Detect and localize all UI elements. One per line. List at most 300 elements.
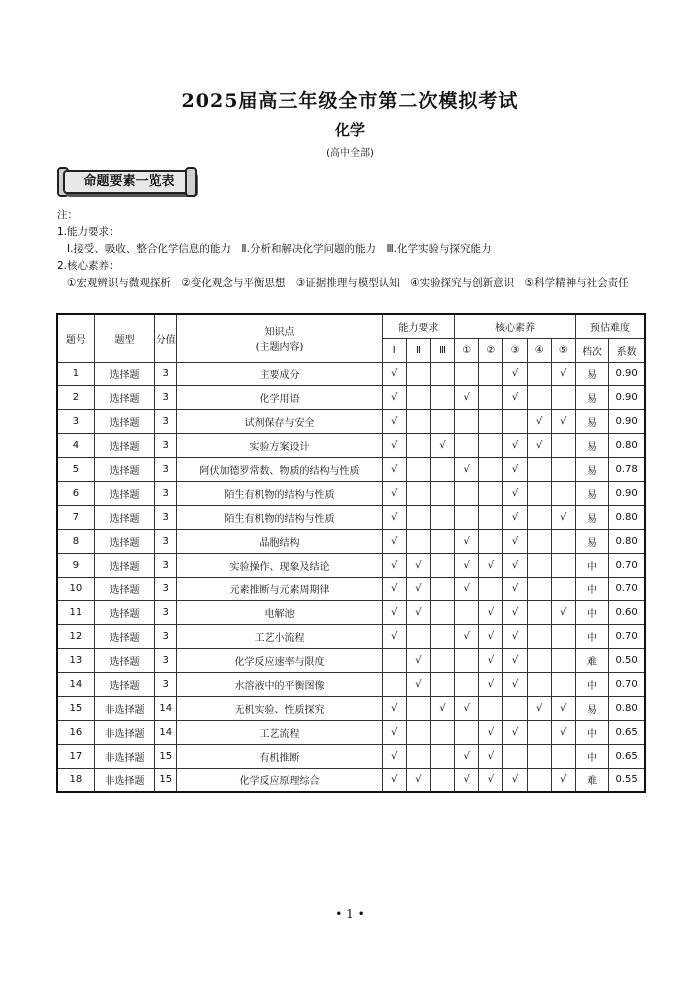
cell-level: 中 xyxy=(575,673,608,697)
cell-check-mark: √ xyxy=(406,649,430,673)
header-knowledge xyxy=(177,314,382,362)
cell-check-mark: √ xyxy=(406,577,430,601)
cell-check-mark: √ xyxy=(455,529,479,553)
cell-check-mark xyxy=(382,649,406,673)
cell-check-mark: √ xyxy=(479,673,503,697)
cell-knowledge: 陌生有机物的结构与性质 xyxy=(177,505,382,529)
cell-type: 选择题 xyxy=(94,553,154,577)
cell-no: 13 xyxy=(57,649,94,673)
subheader-literacy-1: ① xyxy=(455,338,479,362)
cell-knowledge: 化学用语 xyxy=(177,386,382,410)
cell-check-mark xyxy=(431,601,455,625)
cell-level: 中 xyxy=(575,577,608,601)
cell-type: 选择题 xyxy=(94,386,154,410)
table-body xyxy=(57,362,645,792)
cell-level: 易 xyxy=(575,529,608,553)
cell-check-mark xyxy=(431,386,455,410)
subheader-literacy-3: ③ xyxy=(503,338,527,362)
cell-score: 3 xyxy=(155,529,177,553)
table-row xyxy=(57,410,645,434)
ability-heading: 1.能力要求： xyxy=(57,226,120,238)
cell-check-mark xyxy=(503,696,527,720)
cell-coef: 0.80 xyxy=(609,434,645,458)
cell-check-mark: √ xyxy=(479,720,503,744)
cell-check-mark: √ xyxy=(382,577,406,601)
cell-check-mark xyxy=(527,458,551,482)
cell-check-mark: √ xyxy=(455,458,479,482)
cell-check-mark xyxy=(551,649,575,673)
cell-type: 选择题 xyxy=(94,577,154,601)
cell-type: 选择题 xyxy=(94,505,154,529)
literacy-items: ①宏观辨识与微观探析 ②变化观念与平衡思想 ③证据推理与模型认知 ④实验探究与创新意识 ⑤科学精神与社会责任 xyxy=(67,277,629,289)
cell-type: 选择题 xyxy=(94,625,154,649)
table-row xyxy=(57,577,645,601)
scroll-curl-right-icon xyxy=(185,167,197,197)
cell-check-mark xyxy=(551,458,575,482)
cell-check-mark xyxy=(479,386,503,410)
cell-check-mark: √ xyxy=(455,577,479,601)
cell-score: 3 xyxy=(155,625,177,649)
table-row xyxy=(57,553,645,577)
cell-check-mark: √ xyxy=(503,481,527,505)
cell-check-mark xyxy=(479,696,503,720)
cell-check-mark xyxy=(455,601,479,625)
cell-check-mark: √ xyxy=(455,768,479,792)
cell-no: 14 xyxy=(57,673,94,697)
cell-no: 4 xyxy=(57,434,94,458)
cell-check-mark xyxy=(551,434,575,458)
cell-check-mark: √ xyxy=(527,696,551,720)
table-row xyxy=(57,505,645,529)
cell-knowledge: 主要成分 xyxy=(177,362,382,386)
cell-check-mark: √ xyxy=(527,410,551,434)
cell-level: 难 xyxy=(575,649,608,673)
cell-level: 易 xyxy=(575,505,608,529)
cell-coef: 0.80 xyxy=(609,696,645,720)
cell-check-mark: √ xyxy=(382,720,406,744)
table-row xyxy=(57,696,645,720)
cell-score: 3 xyxy=(155,673,177,697)
cell-knowledge: 试剂保存与安全 xyxy=(177,410,382,434)
cell-check-mark: √ xyxy=(455,386,479,410)
literacy-heading: 2.核心素养： xyxy=(57,260,120,272)
cell-no: 8 xyxy=(57,529,94,553)
cell-no: 2 xyxy=(57,386,94,410)
cell-score: 14 xyxy=(155,696,177,720)
cell-check-mark: √ xyxy=(503,625,527,649)
cell-check-mark: √ xyxy=(455,696,479,720)
page-title: 2025届高三年级全市第二次模拟考试 xyxy=(181,90,519,112)
cell-coef: 0.90 xyxy=(609,386,645,410)
cell-no: 3 xyxy=(57,410,94,434)
cell-check-mark: √ xyxy=(382,553,406,577)
subheader-ability-2: Ⅱ xyxy=(406,338,430,362)
cell-check-mark xyxy=(431,362,455,386)
cell-check-mark xyxy=(455,362,479,386)
subject-title: 化学 xyxy=(334,121,365,139)
cell-knowledge: 陌生有机物的结构与性质 xyxy=(177,481,382,505)
cell-coef: 0.60 xyxy=(609,601,645,625)
header-literacy: 核心素养 xyxy=(455,314,576,338)
cell-type: 选择题 xyxy=(94,434,154,458)
cell-check-mark: √ xyxy=(382,529,406,553)
cell-check-mark: √ xyxy=(455,744,479,768)
cell-coef: 0.65 xyxy=(609,720,645,744)
cell-check-mark xyxy=(479,410,503,434)
cell-check-mark xyxy=(479,505,503,529)
cell-check-mark: √ xyxy=(503,362,527,386)
cell-score: 3 xyxy=(155,386,177,410)
cell-check-mark: √ xyxy=(527,434,551,458)
cell-check-mark xyxy=(551,386,575,410)
cell-coef: 0.78 xyxy=(609,458,645,482)
cell-knowledge: 化学反应原理综合 xyxy=(177,768,382,792)
cell-check-mark: √ xyxy=(479,625,503,649)
cell-check-mark xyxy=(406,362,430,386)
cell-knowledge: 化学反应速率与限度 xyxy=(177,649,382,673)
cell-check-mark: √ xyxy=(382,458,406,482)
cell-check-mark xyxy=(551,529,575,553)
subheader-ability-1: Ⅰ xyxy=(382,338,406,362)
cell-check-mark xyxy=(527,625,551,649)
cell-check-mark: √ xyxy=(431,696,455,720)
cell-type: 非选择题 xyxy=(94,744,154,768)
cell-check-mark: √ xyxy=(503,673,527,697)
cell-level: 易 xyxy=(575,386,608,410)
cell-no: 12 xyxy=(57,625,94,649)
cell-type: 选择题 xyxy=(94,673,154,697)
cell-score: 15 xyxy=(155,744,177,768)
cell-no: 11 xyxy=(57,601,94,625)
subheader-difficulty-1: 档次 xyxy=(575,338,608,362)
cell-coef: 0.80 xyxy=(609,505,645,529)
cell-check-mark: √ xyxy=(551,410,575,434)
cell-check-mark xyxy=(406,696,430,720)
cell-check-mark xyxy=(479,434,503,458)
cell-level: 中 xyxy=(575,720,608,744)
cell-coef: 0.90 xyxy=(609,362,645,386)
cell-score: 3 xyxy=(155,601,177,625)
cell-no: 15 xyxy=(57,696,94,720)
cell-check-mark: √ xyxy=(479,649,503,673)
cell-check-mark: √ xyxy=(503,720,527,744)
cell-check-mark: √ xyxy=(382,410,406,434)
cell-type: 非选择题 xyxy=(94,720,154,744)
cell-level: 易 xyxy=(575,434,608,458)
cell-check-mark xyxy=(455,720,479,744)
cell-check-mark xyxy=(406,386,430,410)
cell-check-mark xyxy=(527,577,551,601)
cell-level: 中 xyxy=(575,601,608,625)
cell-score: 3 xyxy=(155,553,177,577)
cell-check-mark: √ xyxy=(551,720,575,744)
cell-check-mark xyxy=(479,577,503,601)
cell-knowledge: 阿伏加德罗常数、物质的结构与性质 xyxy=(177,458,382,482)
subheader-literacy-4: ④ xyxy=(527,338,551,362)
cell-check-mark: √ xyxy=(382,696,406,720)
cell-no: 17 xyxy=(57,744,94,768)
cell-check-mark xyxy=(406,744,430,768)
banner-text: 命题要素一览表 xyxy=(83,174,175,189)
cell-check-mark xyxy=(551,744,575,768)
cell-check-mark xyxy=(431,410,455,434)
cell-check-mark: √ xyxy=(479,601,503,625)
subheader-ability-3: Ⅲ xyxy=(431,338,455,362)
table-row xyxy=(57,362,645,386)
cell-check-mark: √ xyxy=(382,601,406,625)
cell-check-mark xyxy=(479,481,503,505)
cell-coef: 0.50 xyxy=(609,649,645,673)
cell-no: 7 xyxy=(57,505,94,529)
cell-check-mark xyxy=(431,529,455,553)
table-row xyxy=(57,768,645,792)
cell-knowledge: 实验方案设计 xyxy=(177,434,382,458)
scope-label: (高中全部) xyxy=(326,148,374,159)
table-row xyxy=(57,434,645,458)
cell-knowledge: 实验操作、现象及结论 xyxy=(177,553,382,577)
cell-knowledge: 元素推断与元素周期律 xyxy=(177,577,382,601)
cell-check-mark xyxy=(551,625,575,649)
cell-check-mark: √ xyxy=(503,434,527,458)
cell-no: 5 xyxy=(57,458,94,482)
subheader-difficulty-2: 系数 xyxy=(609,338,645,362)
cell-check-mark: √ xyxy=(431,434,455,458)
cell-check-mark xyxy=(527,601,551,625)
cell-check-mark xyxy=(527,505,551,529)
cell-type: 选择题 xyxy=(94,649,154,673)
header-knowledge-label: 知识点 xyxy=(264,327,295,339)
cell-check-mark xyxy=(551,481,575,505)
cell-check-mark xyxy=(455,505,479,529)
cell-coef: 0.70 xyxy=(609,553,645,577)
cell-no: 9 xyxy=(57,553,94,577)
cell-check-mark: √ xyxy=(382,744,406,768)
cell-check-mark: √ xyxy=(503,553,527,577)
cell-check-mark: √ xyxy=(503,649,527,673)
header-difficulty: 预估难度 xyxy=(575,314,645,338)
section-banner xyxy=(57,167,197,195)
notes-label: 注： xyxy=(57,209,78,221)
cell-check-mark xyxy=(551,553,575,577)
exam-spec-table xyxy=(56,313,646,793)
cell-check-mark xyxy=(551,673,575,697)
cell-check-mark xyxy=(406,434,430,458)
cell-check-mark: √ xyxy=(382,386,406,410)
cell-score: 15 xyxy=(155,768,177,792)
cell-coef: 0.65 xyxy=(609,744,645,768)
cell-no: 16 xyxy=(57,720,94,744)
cell-check-mark: √ xyxy=(382,625,406,649)
cell-check-mark xyxy=(527,386,551,410)
cell-check-mark xyxy=(431,481,455,505)
cell-check-mark: √ xyxy=(479,553,503,577)
cell-check-mark xyxy=(431,768,455,792)
cell-knowledge: 无机实验、性质探究 xyxy=(177,696,382,720)
cell-check-mark xyxy=(382,673,406,697)
cell-check-mark: √ xyxy=(406,673,430,697)
cell-type: 选择题 xyxy=(94,410,154,434)
header-score: 分值 xyxy=(155,314,177,362)
cell-check-mark: √ xyxy=(551,696,575,720)
cell-level: 易 xyxy=(575,458,608,482)
cell-check-mark xyxy=(431,720,455,744)
ability-items: Ⅰ.接受、吸收、整合化学信息的能力 Ⅱ.分析和解决化学问题的能力 Ⅲ.化学实验与探究能力 xyxy=(67,243,492,255)
cell-type: 选择题 xyxy=(94,529,154,553)
cell-check-mark: √ xyxy=(382,505,406,529)
cell-check-mark xyxy=(503,410,527,434)
cell-check-mark xyxy=(527,481,551,505)
cell-check-mark: √ xyxy=(551,505,575,529)
cell-type: 非选择题 xyxy=(94,696,154,720)
cell-knowledge: 工艺小流程 xyxy=(177,625,382,649)
cell-check-mark: √ xyxy=(503,505,527,529)
cell-check-mark: √ xyxy=(551,601,575,625)
cell-check-mark: √ xyxy=(503,458,527,482)
cell-check-mark xyxy=(527,553,551,577)
cell-check-mark xyxy=(431,553,455,577)
cell-check-mark xyxy=(527,720,551,744)
table-row xyxy=(57,744,645,768)
table-row xyxy=(57,625,645,649)
table-row xyxy=(57,529,645,553)
table-row xyxy=(57,649,645,673)
cell-check-mark xyxy=(455,434,479,458)
cell-type: 非选择题 xyxy=(94,768,154,792)
cell-knowledge: 有机推断 xyxy=(177,744,382,768)
cell-type: 选择题 xyxy=(94,481,154,505)
cell-coef: 0.90 xyxy=(609,410,645,434)
cell-type: 选择题 xyxy=(94,458,154,482)
cell-check-mark xyxy=(406,625,430,649)
cell-check-mark: √ xyxy=(503,768,527,792)
cell-knowledge: 晶胞结构 xyxy=(177,529,382,553)
cell-check-mark xyxy=(479,362,503,386)
cell-check-mark xyxy=(406,481,430,505)
cell-coef: 0.55 xyxy=(609,768,645,792)
cell-check-mark: √ xyxy=(382,434,406,458)
cell-score: 3 xyxy=(155,505,177,529)
cell-check-mark xyxy=(431,673,455,697)
cell-check-mark: √ xyxy=(503,386,527,410)
cell-no: 1 xyxy=(57,362,94,386)
cell-check-mark xyxy=(527,649,551,673)
table-row xyxy=(57,481,645,505)
page-number: • 1 • xyxy=(335,907,365,921)
cell-level: 易 xyxy=(575,481,608,505)
cell-check-mark: √ xyxy=(479,744,503,768)
cell-score: 3 xyxy=(155,410,177,434)
cell-check-mark xyxy=(551,577,575,601)
cell-coef: 0.70 xyxy=(609,673,645,697)
cell-check-mark xyxy=(527,673,551,697)
cell-check-mark: √ xyxy=(551,768,575,792)
cell-check-mark: √ xyxy=(382,362,406,386)
cell-check-mark: √ xyxy=(406,768,430,792)
cell-check-mark xyxy=(479,458,503,482)
cell-check-mark: √ xyxy=(479,768,503,792)
subheader-literacy-2: ② xyxy=(479,338,503,362)
cell-score: 14 xyxy=(155,720,177,744)
table-row xyxy=(57,673,645,697)
cell-level: 中 xyxy=(575,744,608,768)
cell-level: 难 xyxy=(575,768,608,792)
table-row xyxy=(57,386,645,410)
cell-check-mark xyxy=(455,410,479,434)
table-row xyxy=(57,601,645,625)
cell-check-mark: √ xyxy=(406,553,430,577)
cell-check-mark xyxy=(527,768,551,792)
cell-type: 选择题 xyxy=(94,601,154,625)
cell-check-mark: √ xyxy=(503,529,527,553)
header-knowledge-sub: (主题内容) xyxy=(255,342,304,354)
cell-check-mark xyxy=(455,673,479,697)
cell-knowledge: 电解池 xyxy=(177,601,382,625)
cell-check-mark xyxy=(406,458,430,482)
cell-coef: 0.70 xyxy=(609,577,645,601)
cell-level: 中 xyxy=(575,625,608,649)
cell-coef: 0.70 xyxy=(609,625,645,649)
cell-check-mark: √ xyxy=(551,362,575,386)
cell-no: 10 xyxy=(57,577,94,601)
cell-score: 3 xyxy=(155,362,177,386)
cell-check-mark xyxy=(431,505,455,529)
table-row xyxy=(57,458,645,482)
cell-score: 3 xyxy=(155,481,177,505)
cell-check-mark xyxy=(406,529,430,553)
table-row xyxy=(57,720,645,744)
cell-knowledge: 水溶液中的平衡图像 xyxy=(177,673,382,697)
cell-check-mark: √ xyxy=(382,481,406,505)
cell-score: 3 xyxy=(155,434,177,458)
cell-check-mark: √ xyxy=(455,625,479,649)
cell-level: 易 xyxy=(575,362,608,386)
cell-score: 3 xyxy=(155,577,177,601)
cell-check-mark xyxy=(527,529,551,553)
cell-check-mark xyxy=(479,529,503,553)
cell-level: 易 xyxy=(575,410,608,434)
cell-coef: 0.80 xyxy=(609,529,645,553)
cell-check-mark xyxy=(431,649,455,673)
cell-check-mark xyxy=(527,362,551,386)
cell-check-mark xyxy=(406,720,430,744)
cell-knowledge: 工艺流程 xyxy=(177,720,382,744)
cell-check-mark: √ xyxy=(382,768,406,792)
cell-check-mark xyxy=(431,625,455,649)
cell-level: 易 xyxy=(575,696,608,720)
subheader-literacy-5: ⑤ xyxy=(551,338,575,362)
cell-check-mark xyxy=(431,458,455,482)
cell-check-mark: √ xyxy=(455,553,479,577)
cell-type: 选择题 xyxy=(94,362,154,386)
cell-no: 18 xyxy=(57,768,94,792)
header-type: 题型 xyxy=(94,314,154,362)
cell-score: 3 xyxy=(155,649,177,673)
notes xyxy=(57,207,647,292)
header-no: 题号 xyxy=(57,314,94,362)
cell-check-mark: √ xyxy=(406,601,430,625)
cell-check-mark xyxy=(455,481,479,505)
cell-level: 中 xyxy=(575,553,608,577)
cell-coef: 0.90 xyxy=(609,481,645,505)
cell-check-mark xyxy=(503,744,527,768)
cell-check-mark xyxy=(406,505,430,529)
cell-check-mark xyxy=(431,744,455,768)
cell-no: 6 xyxy=(57,481,94,505)
cell-check-mark xyxy=(455,649,479,673)
cell-check-mark: √ xyxy=(503,601,527,625)
cell-check-mark xyxy=(431,577,455,601)
cell-check-mark xyxy=(406,410,430,434)
